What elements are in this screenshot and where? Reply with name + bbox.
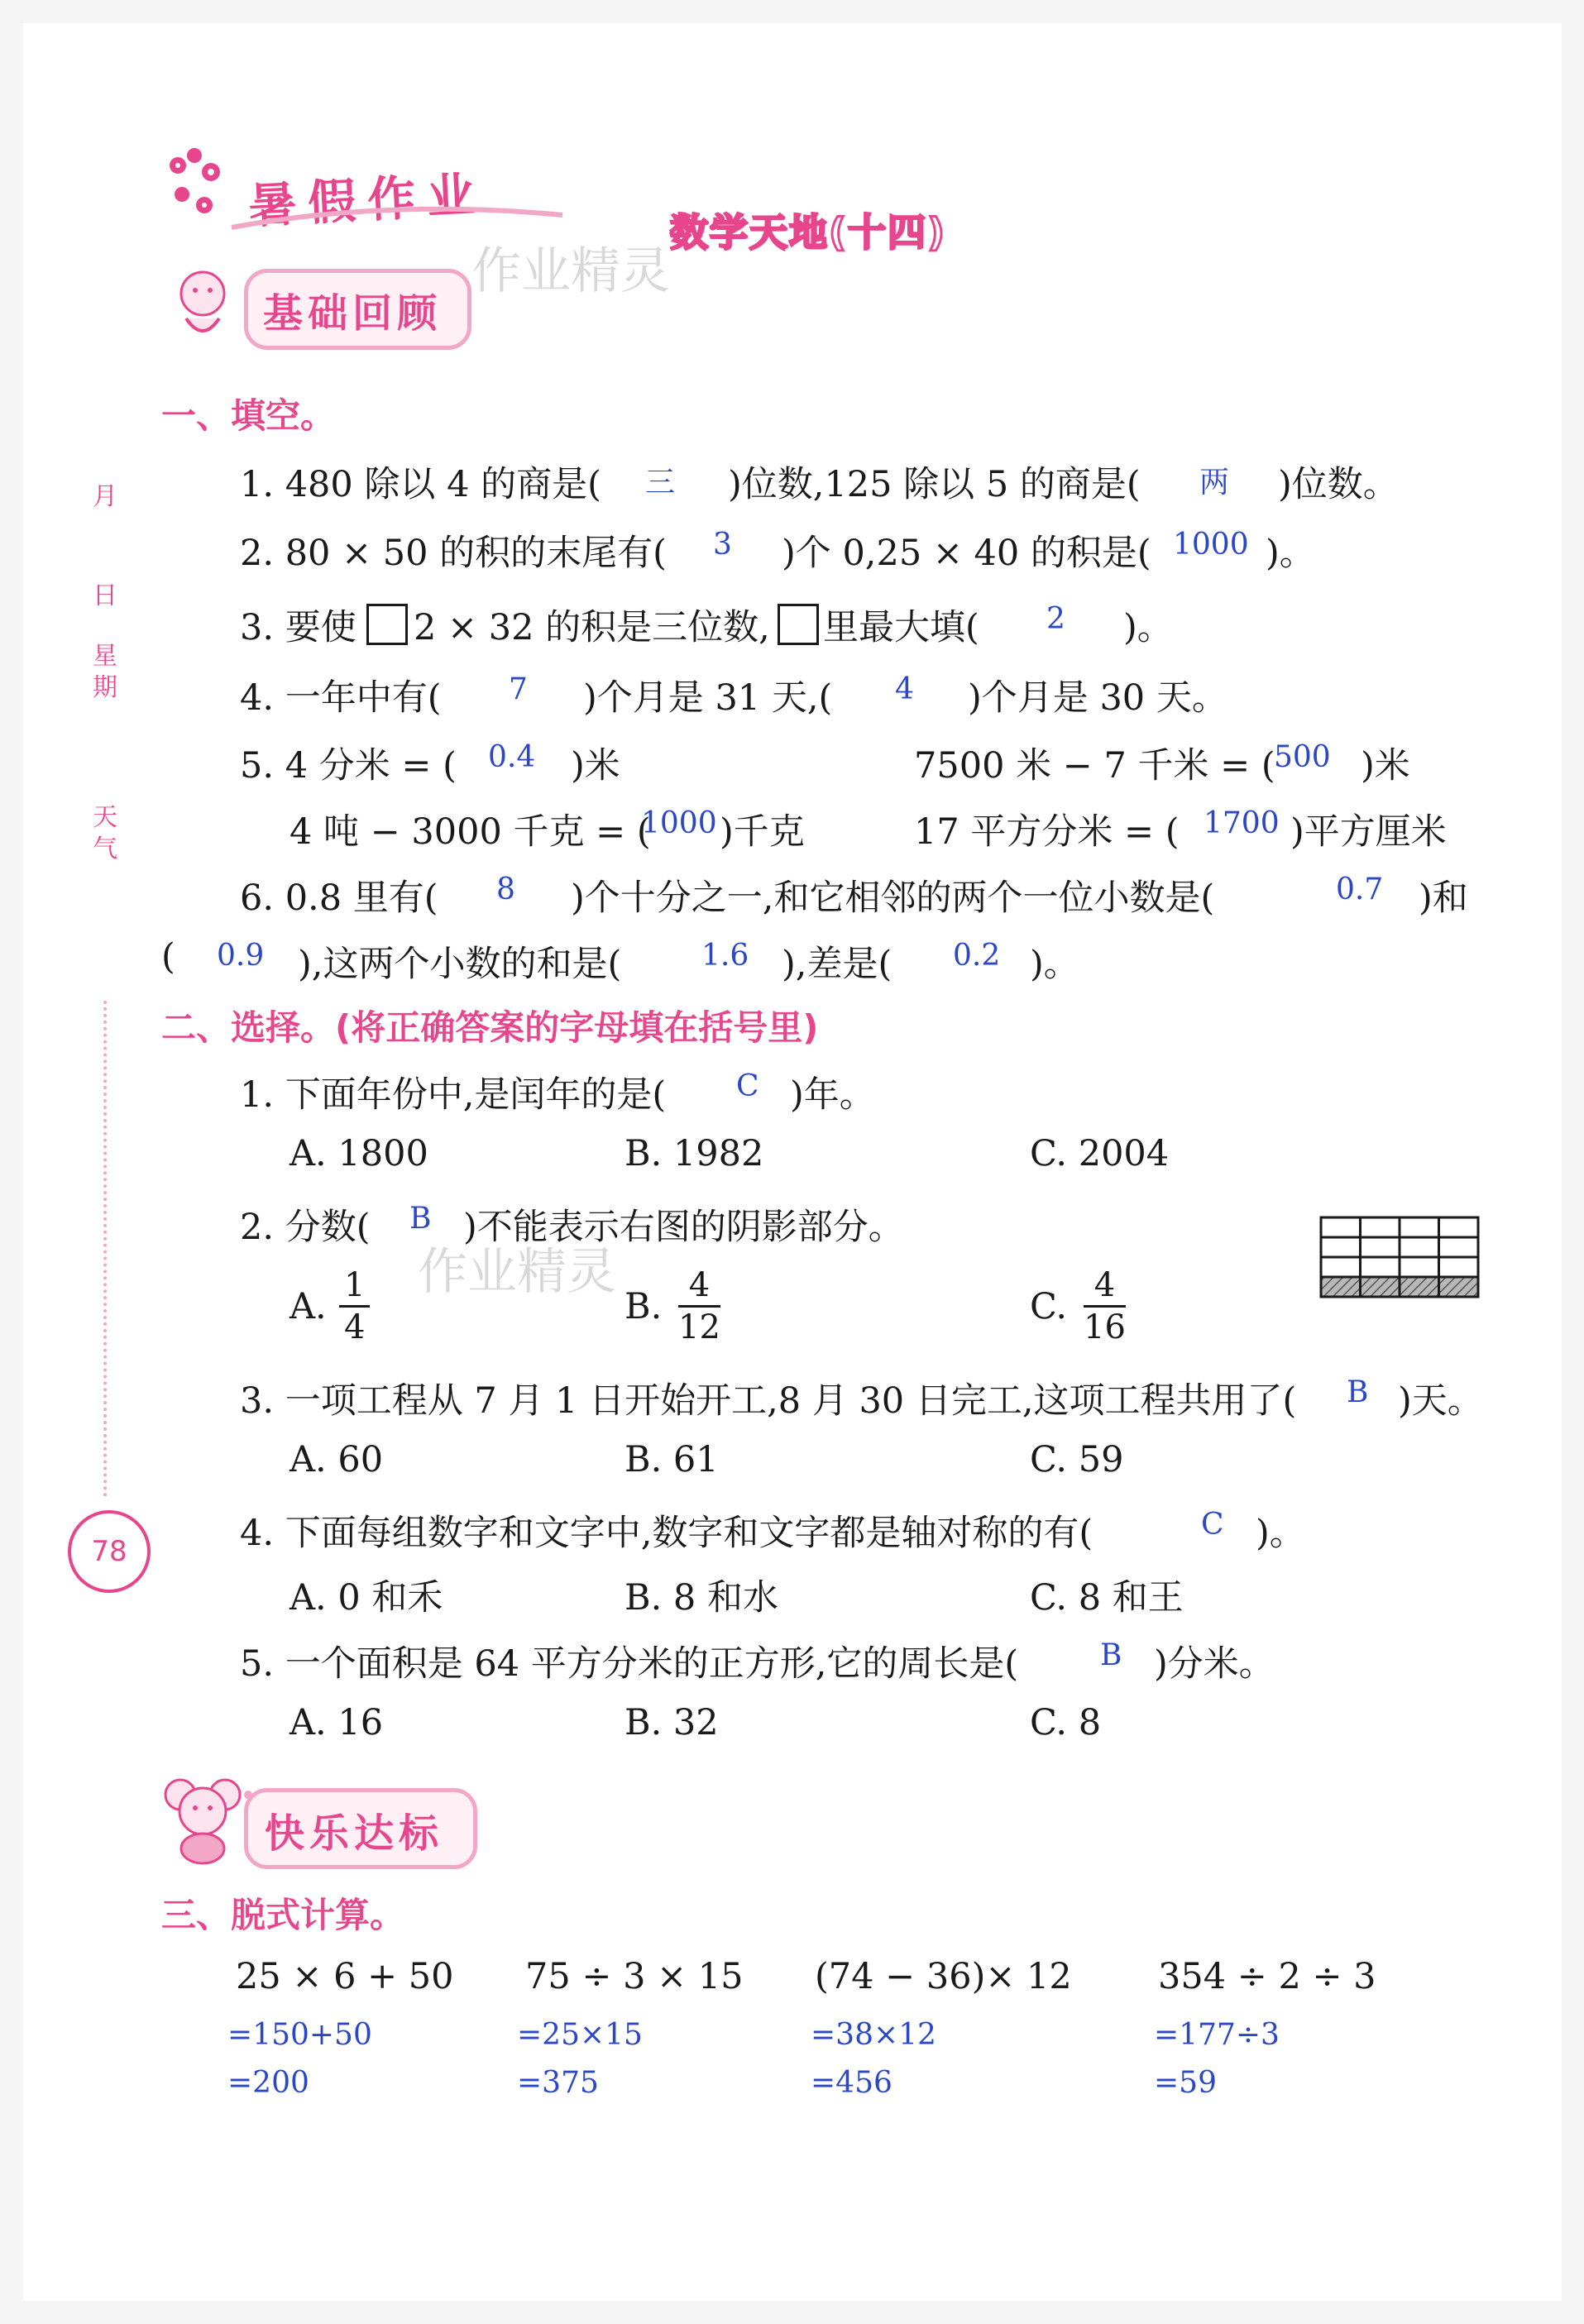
q3-answer: 2 [1046, 602, 1065, 636]
calc-step1-1: =150+50 [227, 2018, 372, 2052]
section-fill-blank-title: 一、填空。 [161, 395, 336, 436]
day-label: 日 [93, 581, 117, 610]
q5-answer-1: 0.4 [488, 740, 536, 774]
s2-q1-text-a: 1. 下面年份中,是闰年的是( [240, 1074, 667, 1116]
q6-answer-3: 0.9 [217, 939, 265, 973]
q3-text-d: )。 [1123, 607, 1173, 648]
shaded-grid-figure [1319, 1216, 1481, 1298]
q6-text-g: )。 [1030, 944, 1079, 985]
s2-q5-option-c: C. 8 [1030, 1702, 1102, 1743]
s2-q1-option-c: C. 2004 [1030, 1133, 1170, 1174]
q6-answer-5: 0.2 [953, 939, 1001, 973]
q6-answer-1: 8 [496, 873, 515, 906]
q6-answer-2: 0.7 [1336, 873, 1384, 906]
s2-q4-answer: C [1201, 1508, 1224, 1542]
s2-q1-answer: C [736, 1069, 759, 1103]
month-label: 月 [93, 482, 117, 511]
math-world-subtitle: 数学天地(十四) [670, 210, 947, 255]
s2-q4-option-b: B. 8 和水 [625, 1577, 778, 1619]
s2-q4-text-b: )。 [1256, 1513, 1305, 1554]
fraction-denominator: 12 [678, 1308, 720, 1346]
calc-expression-3: (74 − 36)× 12 [815, 1956, 1072, 1997]
s2-q3-text-a: 3. 一项工程从 7 月 1 日开始开工,8 月 30 日完工,这项工程共用了( [240, 1380, 1297, 1422]
fraction-numerator: 1 [339, 1265, 370, 1308]
s2-q2-option-c-label: C. [1030, 1286, 1068, 1327]
q5-text-c: 7500 米 − 7 千米 = ( [914, 745, 1275, 787]
q6-text-c: )和 [1419, 877, 1468, 919]
q5-text-d: )米 [1361, 745, 1410, 787]
q2-text-c: )。 [1266, 533, 1315, 574]
watermark-top: 作业精灵 [471, 242, 670, 300]
calc-step2-3: =456 [811, 2066, 892, 2100]
q4-answer-2: 4 [895, 672, 914, 706]
s2-q2-option-b-fraction [678, 1265, 720, 1347]
calc-step1-4: =177÷3 [1154, 2018, 1280, 2052]
s2-q2-text-b: )不能表示右图的阴影部分。 [463, 1207, 904, 1248]
q6-text-e: ),这两个小数的和是( [298, 944, 622, 985]
s2-q2-text-a: 2. 分数( [240, 1207, 371, 1248]
s2-q5-option-a: A. 16 [290, 1702, 384, 1743]
calc-expression-4: 354 ÷ 2 ÷ 3 [1158, 1956, 1376, 1997]
q4-text-c: )个月是 30 天。 [968, 677, 1227, 719]
s2-q1-option-a: A. 1800 [290, 1133, 428, 1174]
s2-q4-text-a: 4. 下面每组数字和文字中,数字和文字都是轴对称的有( [240, 1513, 1093, 1554]
q4-text-a: 4. 一年中有( [240, 677, 442, 719]
q4-answer-1: 7 [509, 672, 528, 706]
weekday-label: 星期 [93, 642, 117, 702]
q5-answer-4: 1700 [1204, 806, 1280, 840]
fraction-denominator: 16 [1084, 1308, 1126, 1346]
cartoon-character-icon [157, 261, 248, 351]
watermark-middle: 作业精灵 [418, 1243, 616, 1301]
q1-text-c: )位数。 [1278, 464, 1399, 505]
s2-q2-option-a-label: A. [290, 1286, 327, 1327]
q2-text-b: )个 0,25 × 40 的积是( [782, 533, 1151, 574]
s2-q1-option-b: B. 1982 [625, 1133, 764, 1174]
q2-answer-1: 3 [713, 528, 732, 562]
s2-q5-text-b: )分米。 [1154, 1643, 1275, 1685]
calc-step2-1: =200 [227, 2066, 309, 2100]
s2-q1-text-b: )年。 [790, 1074, 875, 1116]
section-calculation-title: 三、脱式计算。 [161, 1895, 405, 1935]
page-number: 78 [68, 1510, 151, 1593]
q1-text-a: 1. 480 除以 4 的商是( [240, 464, 601, 505]
calc-expression-1: 25 × 6 + 50 [236, 1956, 454, 1997]
s2-q4-option-c: C. 8 和王 [1030, 1577, 1184, 1619]
q4-text-b: )个月是 31 天,( [583, 677, 833, 719]
s2-q3-answer: B [1347, 1375, 1369, 1409]
q1-answer-1: 三 [645, 466, 676, 500]
q5-answer-2: 500 [1274, 740, 1331, 774]
section-choice-title: 二、选择。(将正确答案的字母填在括号里) [161, 1007, 819, 1048]
s2-q5-text-a: 5. 一个面积是 64 平方分米的正方形,它的周长是( [240, 1643, 1019, 1685]
basic-review-label: 基础回顾 [263, 290, 443, 337]
s2-q2-option-b-label: B. [625, 1286, 663, 1327]
q3-blank-square-1 [366, 604, 408, 645]
q5-text-b: )米 [571, 745, 620, 787]
q3-text-c: 里最大填( [823, 607, 979, 648]
calc-step2-2: =375 [517, 2066, 599, 2100]
weather-label: 天气 [93, 803, 117, 863]
s2-q2-answer: B [409, 1202, 432, 1236]
s2-q2-option-a-fraction [339, 1265, 370, 1347]
q5-text-a: 5. 4 分米 = ( [240, 745, 457, 787]
s2-q5-answer: B [1100, 1638, 1122, 1672]
happy-goal-label: 快乐达标 [265, 1810, 444, 1857]
side-dotted-divider [103, 1001, 107, 1497]
q6-text-f: ),差是( [782, 944, 892, 985]
q2-text-a: 2. 80 × 50 的积的末尾有( [240, 533, 667, 574]
q3-text-b: 2 × 32 的积是三位数, [414, 607, 770, 648]
q1-answer-2: 两 [1199, 466, 1230, 500]
q5-text-h: )平方厘米 [1290, 811, 1447, 853]
fraction-numerator: 4 [678, 1265, 720, 1308]
calc-step2-4: =59 [1154, 2066, 1217, 2100]
calc-expression-2: 75 ÷ 3 × 15 [525, 1956, 744, 1997]
fraction-numerator: 4 [1084, 1265, 1126, 1308]
q3-text-a: 3. 要使 [240, 607, 357, 648]
q2-answer-2: 1000 [1173, 528, 1249, 562]
summer-homework-banner: 暑假作业 [246, 165, 488, 235]
q1-text-b: )位数,125 除以 5 的商是( [728, 464, 1141, 505]
s2-q3-text-b: )天。 [1398, 1380, 1483, 1422]
q6-text-b: )个十分之一,和它相邻的两个一位小数是( [571, 877, 1215, 919]
s2-q2-option-c-fraction [1084, 1265, 1126, 1347]
calc-step1-2: =25×15 [517, 2018, 643, 2052]
q5-text-f: )千克 [720, 811, 805, 853]
q5-text-g: 17 平方分米 = ( [914, 811, 1180, 853]
q5-answer-3: 1000 [641, 806, 717, 840]
fraction-denominator: 4 [344, 1308, 366, 1346]
s2-q5-option-b: B. 32 [625, 1702, 719, 1743]
q3-blank-square-2 [778, 604, 819, 645]
s2-q3-option-c: C. 59 [1030, 1439, 1124, 1480]
q6-text-a: 6. 0.8 里有( [240, 877, 438, 919]
q6-answer-4: 1.6 [701, 939, 749, 973]
koala-character-icon [157, 1770, 248, 1869]
s2-q3-option-a: A. 60 [290, 1439, 384, 1480]
s2-q3-option-b: B. 61 [625, 1439, 719, 1480]
calc-step1-3: =38×12 [811, 2018, 936, 2052]
s2-q4-option-a: A. 0 和禾 [290, 1577, 443, 1619]
q6-text-d: ( [161, 936, 175, 978]
q5-text-e: 4 吨 − 3000 千克 = ( [290, 811, 651, 853]
